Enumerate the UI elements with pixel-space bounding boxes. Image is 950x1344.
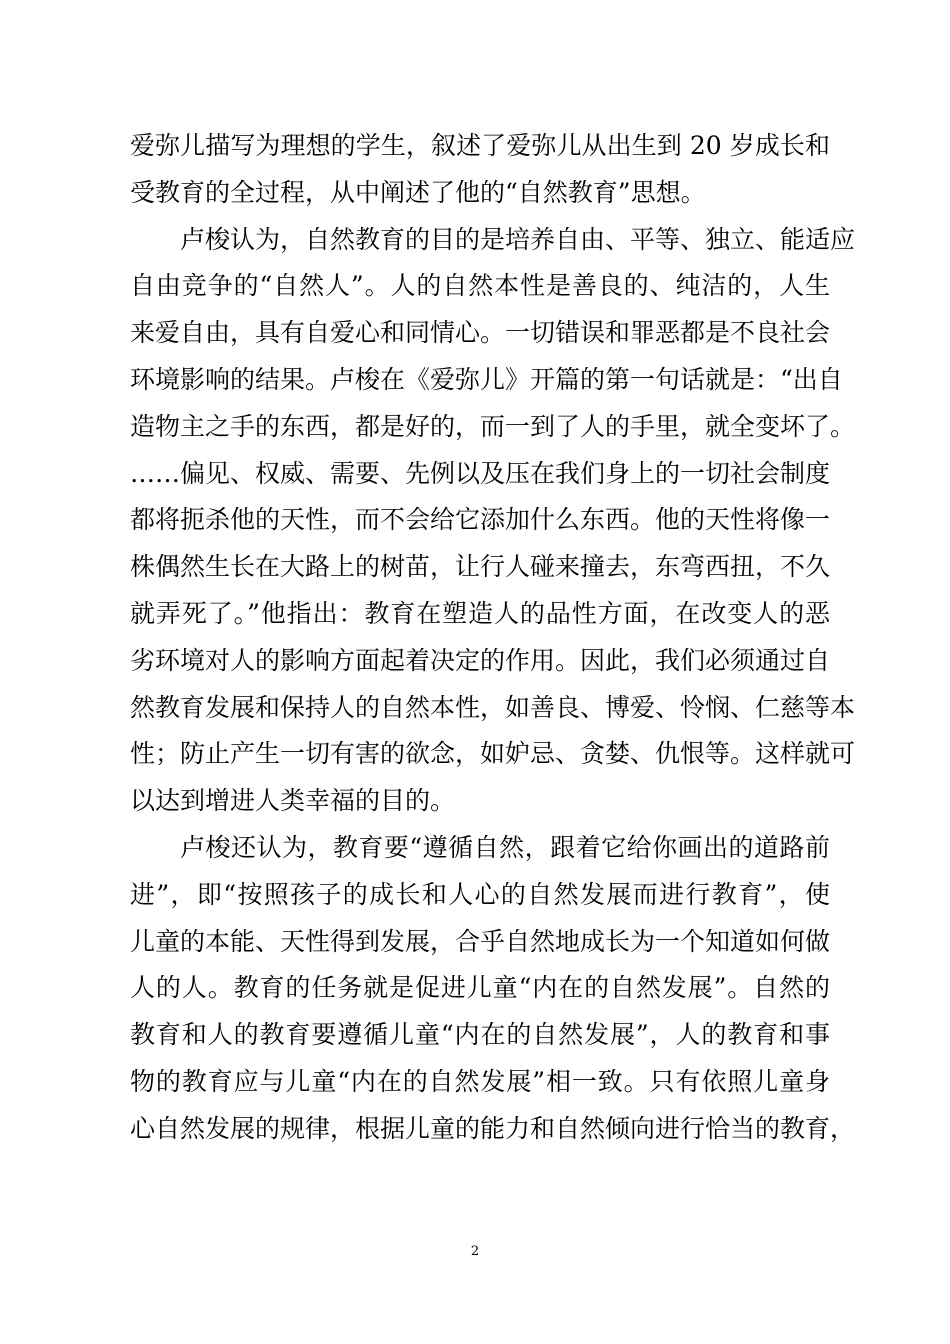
text-line: 爱弥儿描写为理想的学生，叙述了爱弥儿从出生到 20 岁成长和 [130, 131, 830, 160]
text-line: 来爱自由，具有自爱心和同情心。一切错误和罪恶都是不良社会 [130, 318, 831, 348]
text-line: 卢梭认为，自然教育的目的是培养自由、平等、独立、能适应 [180, 224, 856, 254]
text-line: 人的人。教育的任务就是促进儿童“内在的自然发展”。自然的 [130, 973, 830, 1003]
text-line: 造物主之手的东西，都是好的，而一到了人的手里，就全变坏了。 [130, 411, 856, 441]
text-line: 都将扼杀他的天性，而不会给它添加什么东西。他的天性将像一 [130, 505, 831, 535]
text-line: 株偶然生长在大路上的树苗，让行人碰来撞去，东弯西扭，不久 [130, 552, 831, 582]
text-line: 受教育的全过程，从中阐述了他的“自然教育”思想。 [130, 177, 706, 207]
text-line: 儿童的本能、天性得到发展，合乎自然地成长为一个知道如何做 [130, 926, 831, 956]
text-line: 自由竞争的“自然人”。人的自然本性是善良的、纯洁的，人生 [130, 271, 830, 301]
text-line: 劣环境对人的影响方面起着决定的作用。因此，我们必须通过自 [130, 645, 831, 675]
page-number: 2 [470, 1244, 480, 1259]
text-line: 教育和人的教育要遵循儿童“内在的自然发展”，人的教育和事 [130, 1020, 830, 1050]
text-line: 性；防止产生一切有害的欲念，如妒忌、贪婪、仇恨等。这样就可 [130, 739, 856, 769]
text-line: 然教育发展和保持人的自然本性，如善良、博爱、怜悯、仁慈等本 [130, 692, 856, 722]
text-line: ……偏见、权威、需要、先例以及压在我们身上的一切社会制度 [130, 458, 831, 488]
text-line: 心自然发展的规律，根据儿童的能力和自然倾向进行恰当的教育， [130, 1113, 856, 1143]
text-line: 就弄死了。”他指出：教育在塑造人的品性方面，在改变人的恶 [130, 598, 830, 628]
text-line: 物的教育应与儿童“内在的自然发展”相一致。只有依照儿童身 [130, 1066, 830, 1096]
text-line: 进”，即“按照孩子的成长和人心的自然发展而进行教育”，使 [130, 879, 830, 909]
body-text [130, 126, 856, 1156]
text-line: 以达到增进人类幸福的目的。 [130, 786, 456, 816]
text-line: 卢梭还认为，教育要“遵循自然，跟着它给你画出的道路前 [180, 832, 830, 862]
text-line: 环境影响的结果。卢梭在《爱弥儿》开篇的第一句话就是：“出自 [130, 364, 843, 394]
